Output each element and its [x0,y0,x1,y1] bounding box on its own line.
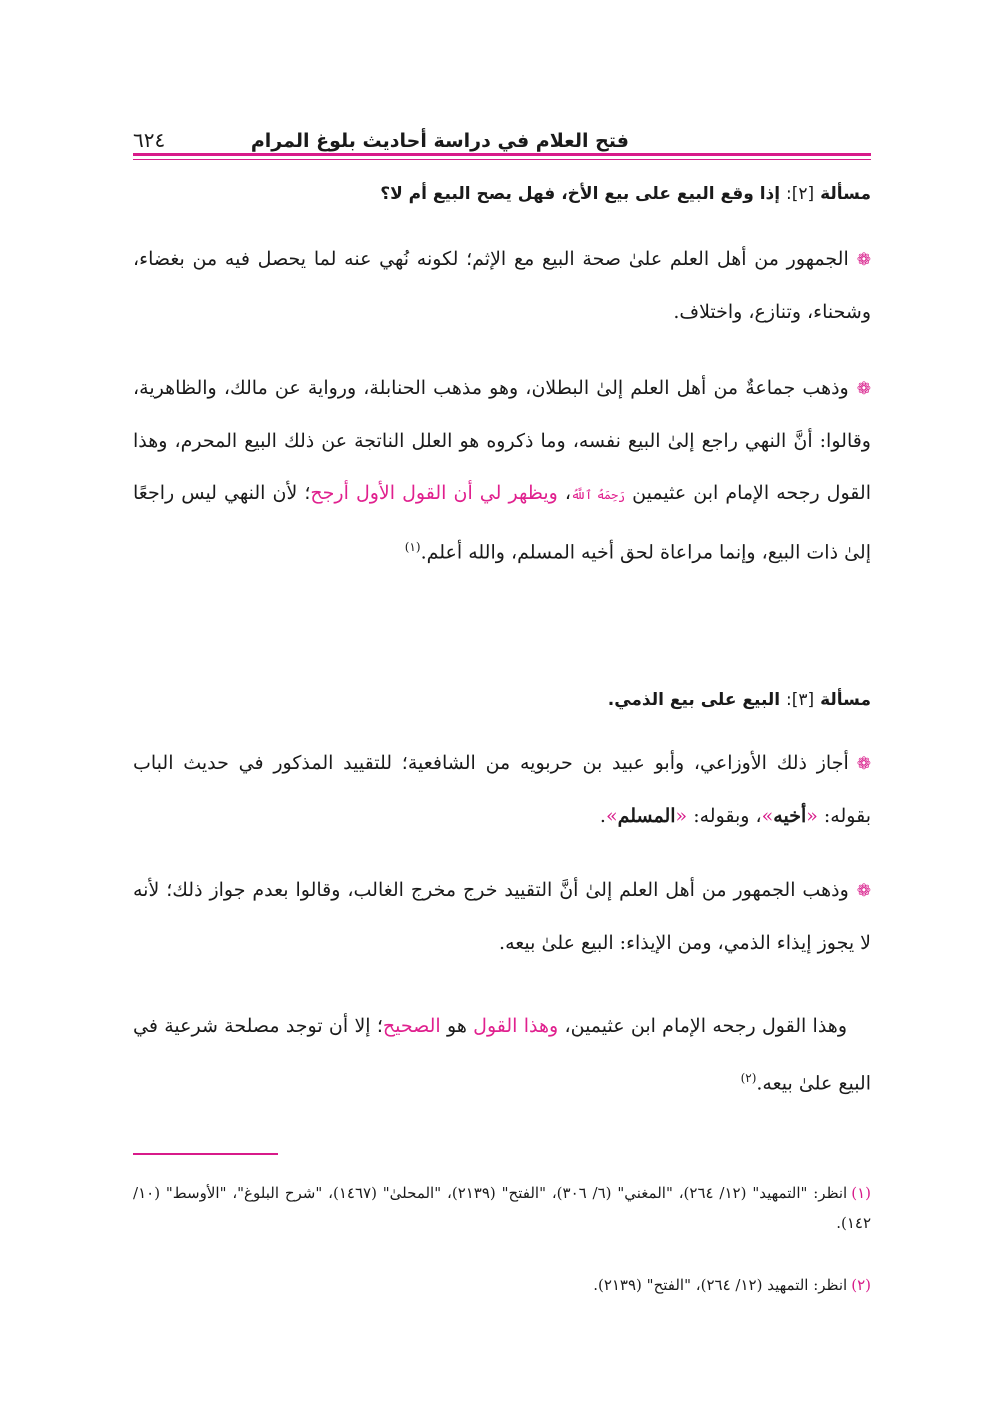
book-page [133,0,871,1418]
comma: ، [564,482,572,504]
highlighted-phrase: الصحيح [382,1015,441,1037]
footnote-text: انظر: التمهيد (١٢/ ٢٦٤)، "الفتح" (٢١٣٩). [593,1276,848,1294]
paragraph-5 [133,1000,871,1109]
issue-number: [٢]: [786,184,815,204]
paragraph-1 [133,233,871,338]
paragraph-text: . [599,805,606,827]
paragraph-text: الجمهور من أهل العلم علىٰ صحة البيع مع الإثم؛ لكونه نُهي عنه لما يحصل فيه من بغضاء، وشحناء، وتنازع، واختلاف. [133,248,871,323]
footnote-2 [133,1270,871,1300]
flower-bullet-icon: ❁ [856,881,871,901]
paragraph-4 [133,864,871,969]
footnote-separator [133,1153,278,1155]
page-number: ٦٢٤ [133,128,166,152]
header-rule-thick [133,153,871,156]
running-header [133,118,871,152]
paragraph-text: ؛ لأن النهي ليس راجعًا إلىٰ ذات البيع، وإنما مراعاة لحق أخيه المسلم، والله أعلم. [133,482,871,564]
issue-label: مسألة [820,690,871,710]
paragraph-text: أجاز ذلك الأوزاعي، وأبو عبيد بن حربويه من الشافعية؛ للتقييد المذكور في حديث الباب بقوله: [133,752,871,827]
highlighted-phrase: وهذا القول [473,1015,559,1037]
flower-bullet-icon: ❁ [856,754,871,774]
paragraph-2 [133,362,871,578]
paragraph-text: ، وبقوله: [693,805,762,827]
paragraph-text: ؛ إلا أن توجد مصلحة شرعية في البيع علىٰ بيعه. [133,1015,871,1095]
issue-3-heading [133,690,871,710]
header-rule-thin [133,159,871,160]
footnote-number: (١) [851,1184,871,1202]
issue-2-heading [133,184,871,204]
paragraph-text: وهذا القول رجحه الإمام ابن عثيمين، [564,1015,848,1037]
paragraph-text: وذهب جماعةٌ من أهل العلم إلىٰ البطلان، وهو مذهب الحنابلة، ورواية عن مالك، والظاهرية، وقالوا: أنَّ النهي راجع إلىٰ البيع نفسه، وما ذكروه هو العلل الناتجة عن ذلك البيع المحرم، وهذا القول رجحه الإمام ابن عثيمين [133,377,871,504]
footnote-ref[interactable]: (٢) [740,1071,757,1085]
issue-title: إذا وقع البيع على بيع الأخ، فهل يصح البيع أم لا؟ [380,184,781,204]
book-title: فتح العلام في دراسة أحاديث بلوغ المرام [250,130,629,152]
flower-bullet-icon: ❁ [856,250,871,270]
flower-bullet-icon: ❁ [856,379,871,399]
issue-number: [٣]: [786,690,815,710]
issue-label: مسألة [820,184,871,204]
honorific: رَحِمَهُ ٱللَّهُ [571,488,626,502]
quote-open: « [806,805,818,827]
quote-close: » [605,805,618,827]
highlighted-opinion: ويظهر لي أن القول الأول أرجح [310,482,558,504]
quoted-word: أخيه [773,805,807,827]
paragraph-text: وذهب الجمهور من أهل العلم إلىٰ أنَّ التقييد خرج مخرج الغالب، وقالوا بعدم جواز ذلك؛ لأنه لا يجوز إيذاء الذمي، ومن الإيذاء: البيع علىٰ بيعه. [133,879,871,954]
footnote-text: انظر: "التمهيد" (١٢/ ٢٦٤)، "المغني" (٦/ ٣٠٦)، "الفتح" (٢١٣٩)، "المحلىٰ" (١٤٦٧)، "شرح البلوغ"، "الأوسط" (١٠/ ١٤٢). [133,1184,871,1232]
footnote-1 [133,1178,871,1238]
quote-close: » [761,805,774,827]
footnote-ref[interactable]: (١) [404,540,421,554]
issue-title: البيع على بيع الذمي. [607,690,781,710]
paragraph-3 [133,737,871,842]
quote-open: « [675,805,688,827]
quoted-word: المسلم [617,805,676,827]
paragraph-text: هو [447,1015,467,1037]
footnote-number: (٢) [851,1276,871,1294]
